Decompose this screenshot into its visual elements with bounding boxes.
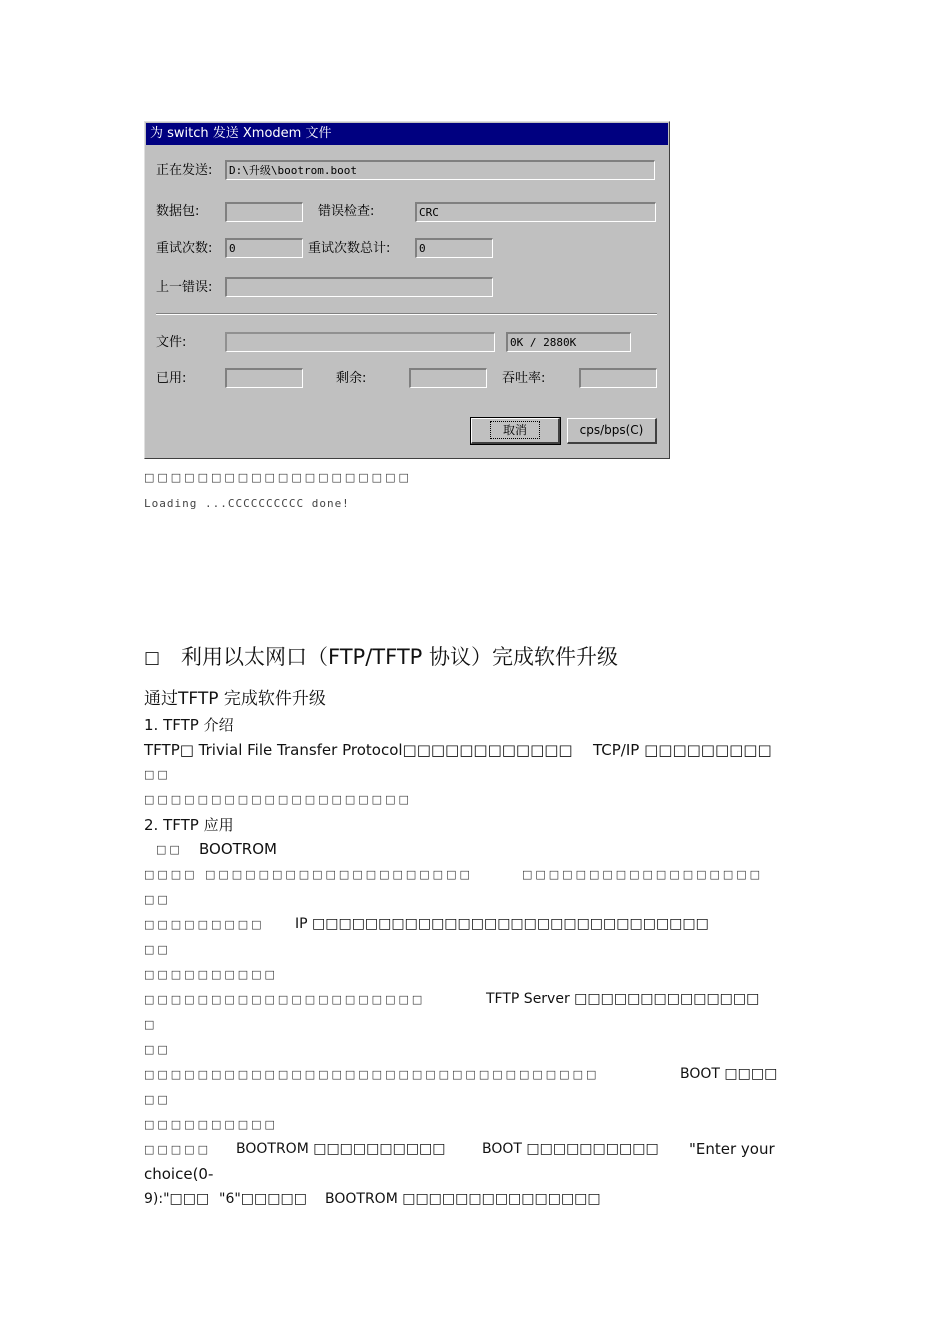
sending-field: D:\升级\bootrom.boot [225, 160, 655, 180]
dialog-separator [156, 313, 657, 315]
garbled-line-13: □□□□□□□□□□ [144, 1118, 278, 1131]
caption-garbled: □□□□□□□□□□□□□□□□□□□□ [144, 471, 412, 484]
cps-bps-button[interactable]: cps/bps(C) [567, 418, 657, 444]
file-label: 文件: [156, 335, 187, 350]
last-error-label: 上一错误: [156, 280, 213, 295]
sub-heading: 通过TFTP 完成软件升级 [144, 689, 326, 709]
garbled-line-5a: □□□□□□□□□ [144, 918, 265, 931]
garbled-line-3b: □□□□□□□□□□□□□□□□□□□□ [205, 868, 473, 881]
garbled-line-16c: BOOTROM □□□□□□□□□□□□□□□ [325, 1191, 601, 1207]
garbled-line-14c: BOOT □□□□□□□□□□ [482, 1141, 659, 1157]
garbled-line-1: □□ [144, 768, 171, 781]
cancel-button-label: 取消 [490, 421, 540, 439]
packets-field [225, 202, 303, 222]
section-heading: 利用以太网口（FTP/TFTP 协议）完成软件升级 [181, 645, 618, 669]
step-bootrom: BOOTROM [199, 840, 277, 858]
garbled-line-6: □□ [144, 943, 171, 956]
error-check-label: 错误检查: [318, 204, 375, 219]
cancel-button[interactable] [471, 418, 560, 444]
garbled-line-8a: □□□□□□□□□□□□□□□□□□□□□ [144, 993, 426, 1006]
garbled-line-12: □□ [144, 1093, 171, 1106]
total-retries-label: 重试次数总计: [308, 241, 391, 256]
garbled-line-16b: "6"□□□□□ [219, 1191, 307, 1207]
garbled-line-7: □□□□□□□□□□ [144, 968, 278, 981]
section-bullet: □ [144, 648, 161, 668]
garbled-line-15: choice(0- [144, 1165, 214, 1183]
throughput-field [579, 368, 657, 388]
garbled-line-4: □□ [144, 893, 171, 906]
garbled-line-11b: BOOT □□□□ [680, 1066, 778, 1082]
xmodem-dialog [144, 121, 670, 459]
remaining-field [409, 368, 487, 388]
error-check-field: CRC [415, 202, 656, 222]
dialog-title: 为 switch 发送 Xmodem 文件 [146, 123, 668, 145]
garbled-line-2: □□□□□□□□□□□□□□□□□□□□ [144, 793, 412, 806]
garbled-line-14d: "Enter your [689, 1140, 775, 1158]
total-retries-field: 0 [415, 238, 493, 258]
garbled-line-9: □ [144, 1018, 158, 1031]
retries-field: 0 [225, 238, 303, 258]
garbled-line-14b: BOOTROM □□□□□□□□□□ [236, 1141, 446, 1157]
item2-title: 2. TFTP 应用 [144, 816, 234, 834]
packets-label: 数据包: [156, 204, 200, 219]
item1-title: 1. TFTP 介绍 [144, 716, 234, 734]
garbled-line-3a: □□□□ [144, 868, 198, 881]
garbled-line-5b: IP □□□□□□□□□□□□□□□□□□□□□□□□□□□□□□ [295, 916, 709, 932]
loading-line: Loading ...CCCCCCCCCC done! [144, 497, 350, 510]
garbled-line-14a: □□□□□ [144, 1143, 211, 1156]
throughput-label: 吞吐率: [502, 371, 546, 386]
sending-label: 正在发送: [156, 163, 213, 178]
tftp-intro-b: TCP/IP □□□□□□□□□ [593, 741, 772, 759]
file-size-field: 0K / 2880K [506, 332, 631, 352]
remaining-label: 剩余: [336, 371, 367, 386]
file-progress-bar [225, 332, 495, 352]
garbled-line-11a: □□□□□□□□□□□□□□□□□□□□□□□□□□□□□□□□□□ [144, 1068, 600, 1081]
garbled-line-3c: □□□□□□□□□□□□□□□□□□ [522, 868, 764, 881]
tftp-intro-a: TFTP□ Trivial File Transfer Protocol□□□□□□□□□□□□ [144, 741, 573, 759]
garbled-line-8b: TFTP Server □□□□□□□□□□□□□□ [486, 991, 760, 1007]
garbled-line-16a: 9):"□□□ [144, 1191, 210, 1207]
step-prefix: □□ [156, 843, 183, 856]
last-error-field [225, 277, 493, 297]
garbled-line-10: □□ [144, 1043, 171, 1056]
elapsed-label: 已用: [156, 371, 187, 386]
elapsed-field [225, 368, 303, 388]
retries-label: 重试次数: [156, 241, 213, 256]
